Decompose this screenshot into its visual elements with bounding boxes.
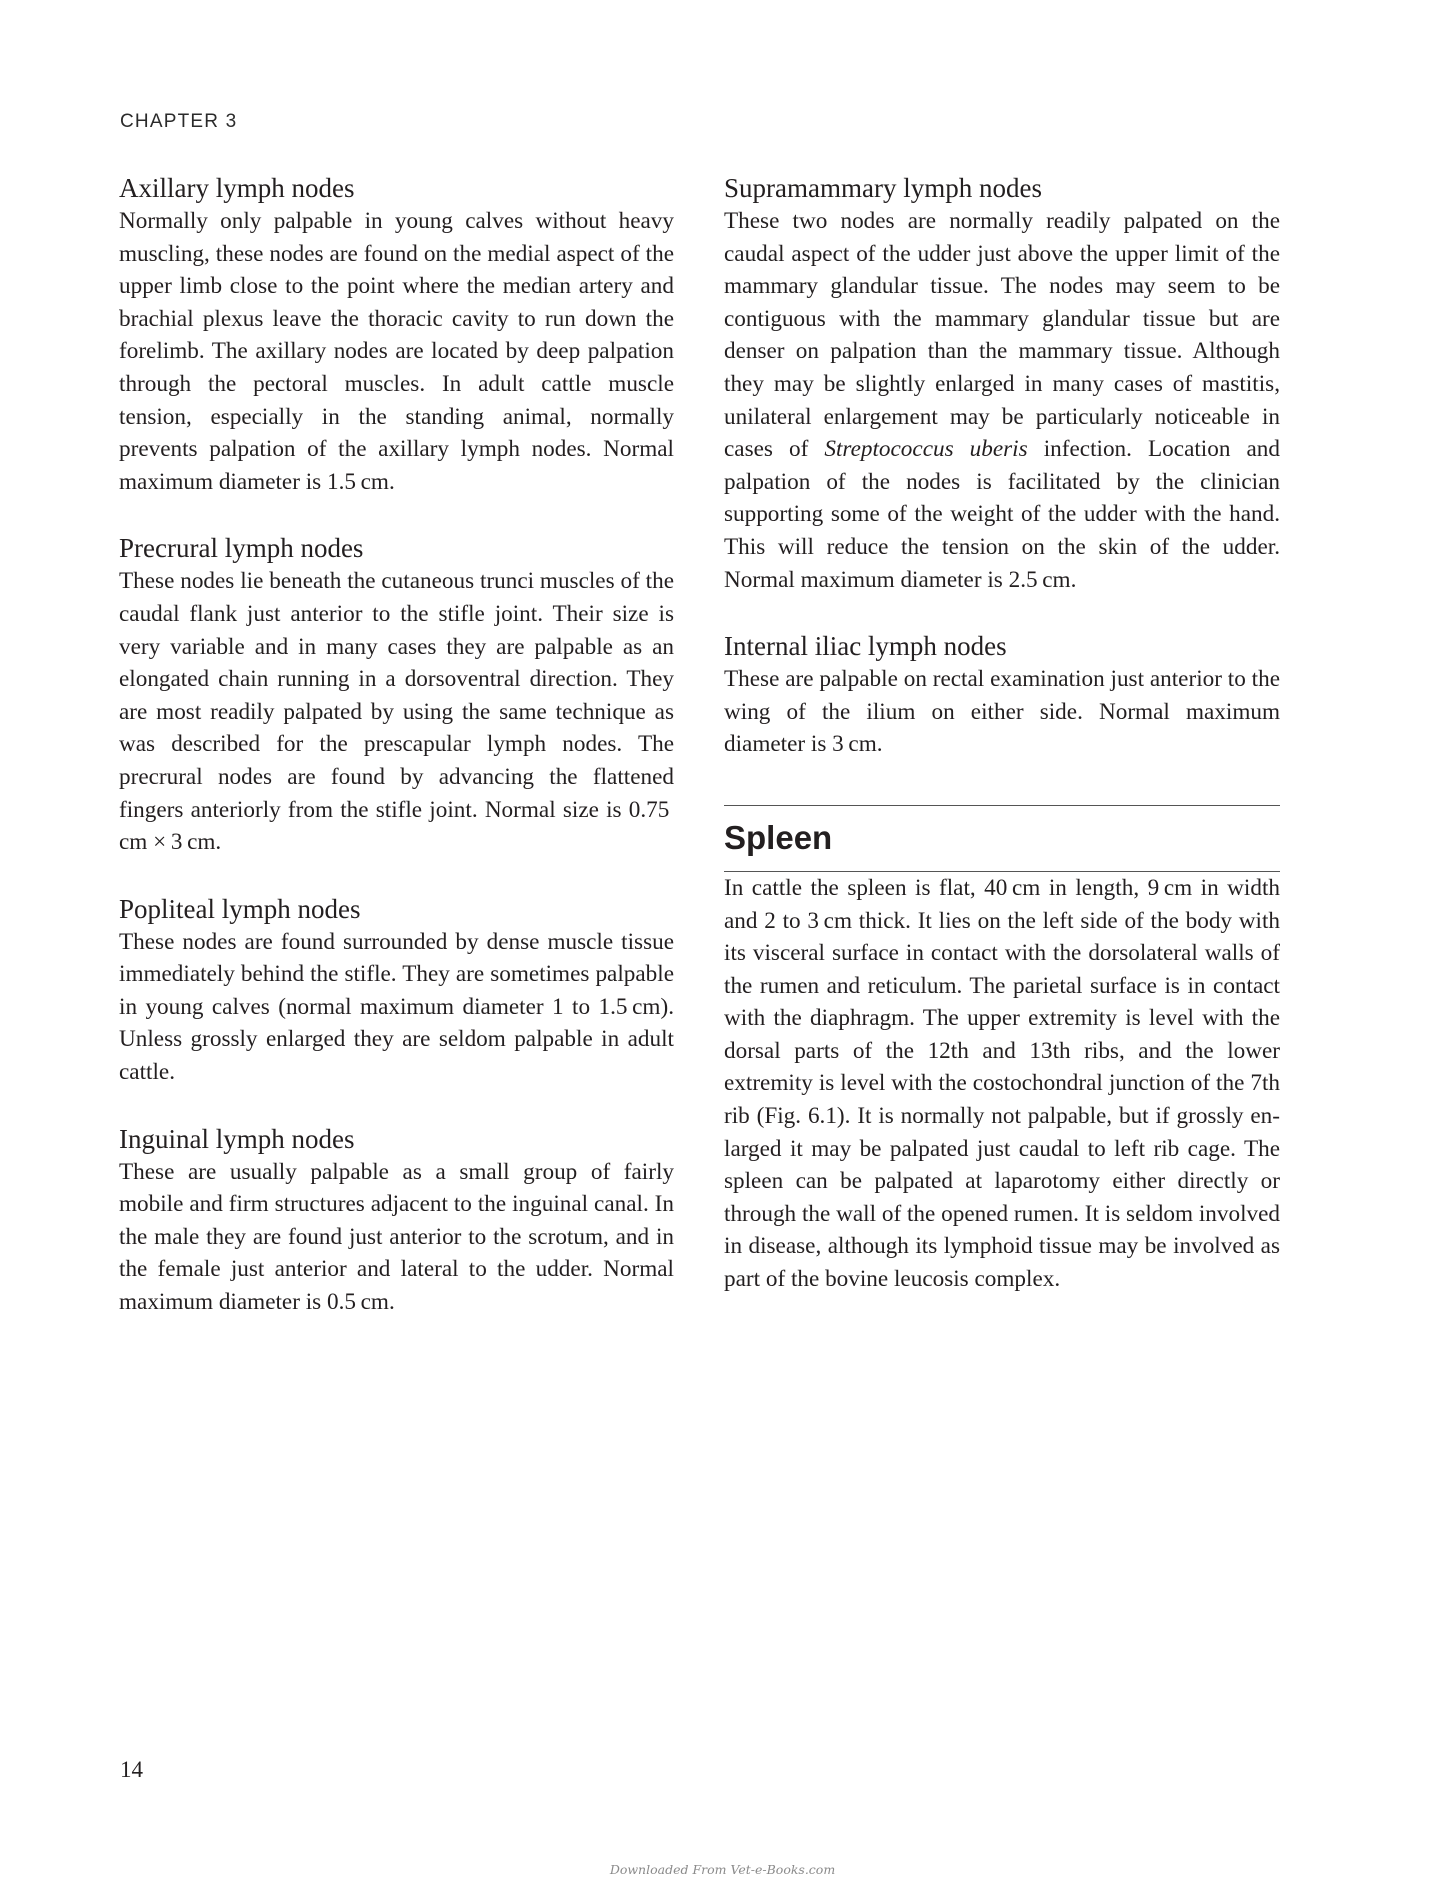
body-text: These two nodes are normally readily palpated on the caudal aspect of the udder just above the upper limit of the mammary glandular tissue. The nodes may seem to be contiguous with the mammary glandular tissue but are denser on palpation than the mammary tissue. Although they may be slightly enlarged in many cases of mastitis, unilateral enlargement may be particularly noticeable in cases of — [724, 208, 1280, 463]
section-heading: Internal iliac lymph nodes — [724, 631, 1007, 662]
running-head: CHAPTER 3 — [120, 111, 238, 132]
watermark: Downloaded From Vet-e-Books.com — [609, 1862, 836, 1877]
page-number: 14 — [120, 1757, 143, 1782]
species-name: Streptococcus uberis — [824, 436, 1028, 463]
section-heading: Precrural lymph nodes — [119, 533, 364, 564]
section-body: These are usually palpable as a small group of fairly mobile and firm structures adjacent to the inguinal canal. In the male they are found just anterior to the scrotum, and in the female just anterior and lateral to the udder. Normal maximum diameter is 0.5 cm. — [119, 1158, 674, 1316]
right-column — [724, 172, 1280, 1296]
left-column — [119, 172, 674, 1353]
section-heading: Inguinal lymph nodes — [119, 1123, 355, 1154]
section-body: These nodes lie beneath the cutaneous trunci muscles of the caudal flank just anterior to the stifle joint. Their size is very variable and in many cases they are palpable as an elongated chain running in a dorsoventral direction. They are most readily palpated by using the same technique as was described for the prescapular lymph nodes. The precrural nodes are found by advancing the flattened fingers anteriorly from the stifle joint. Normal size is 0.75 cm × 3 cm. — [119, 568, 674, 856]
section-rule-top — [724, 805, 1280, 806]
section-body — [724, 205, 1280, 596]
section-heading: Axillary lymph nodes — [119, 173, 355, 203]
section-supramammary-lymph-nodes — [724, 172, 1280, 596]
section-axillary-lymph-nodes — [119, 172, 674, 498]
section-body: These nodes are found surrounded by dense muscle tissue immediately behind the stifle. They are sometimes palpable in young calves (normal maximum diameter 1 to 1.5 cm). Unless grossly enlarged they are seldom palpable in adult cattle. — [119, 928, 674, 1086]
section-heading: Supramammary lymph nodes — [724, 173, 1042, 203]
section-body: These are palpable on rectal examination just anterior to the wing of the ilium on either side. Normal maximum diameter is 3 cm. — [724, 666, 1280, 758]
section-precrural-lymph-nodes — [119, 532, 674, 858]
section-heading: Popliteal lymph nodes — [119, 893, 361, 924]
section-popliteal-lymph-nodes — [119, 893, 674, 1089]
spleen-body: In cattle the spleen is flat, 40 cm in length, 9 cm in width and 2 to 3 cm thick. It lies on the left side of the body with its visceral surface in contact with the dorsolateral walls of the rumen and reticulum. The parietal surface is in contact with the diaphragm. The upper extremity is level with the dorsal parts of the 12th and 13th ribs, and the lower extremity is level with the costochondral junction of the 7th rib (Fig. 6.1). It is normally not palpable, but if grossly enlarged it may be palpated just caudal to left rib cage. The spleen can be palpated at laparotomy either directly or through the wall of the opened rumen. It is seldom involved in disease, although its lymphoid tissue may be involved as part of the bovine leucosis complex. — [724, 874, 1280, 1293]
spleen-heading: Spleen — [724, 818, 833, 856]
body-text: infection. Location and palpation of the nodes is facilitated by the clinician supporting some of the weight of the udder with the hand. This will reduce the tension on the skin of the udder. Normal maximum diameter is 2.5 cm. — [724, 436, 1280, 593]
section-internal-iliac-lymph-nodes — [724, 630, 1280, 761]
section-body: Normally only palpable in young calves without heavy muscling, these nodes are found on the medial aspect of the upper limb close to the point where the median artery and brachial plexus leave the thoracic cavity to run down the forelimb. The axillary nodes are located by deep palpation through the pectoral muscles. In adult cattle muscle tension, especially in the standing animal, normally prevents palpation of the axillary lymph nodes. Normal maximum diameter is 1.5 cm. — [119, 208, 674, 495]
section-inguinal-lymph-nodes — [119, 1123, 674, 1319]
